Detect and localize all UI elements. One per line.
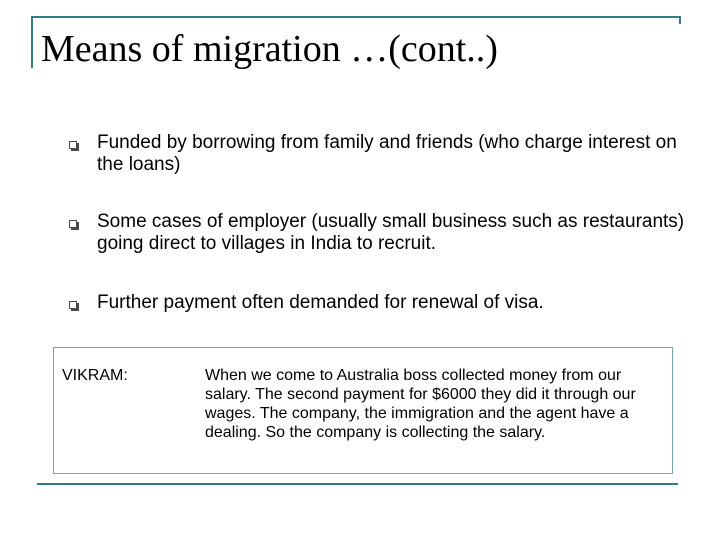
title-frame-tick [679, 16, 681, 24]
slide-title: Means of migration …(cont..) [41, 28, 498, 70]
bullet-text: Funded by borrowing from family and friends (who charge interest on the loans) [97, 132, 677, 175]
quote-text: When we come to Australia boss collected money from our salary. The second payment for $6000 they did it through our wages. The company, the immigration and the agent have a dealing. So the company is collecting the salary. [205, 367, 636, 441]
bullet-text: Some cases of employer (usually small business such as restaurants) going direct to villages in India to recruit. [97, 211, 685, 254]
bullet-text: Further payment often demanded for renewal of visa. [97, 292, 544, 313]
quote-box [53, 347, 673, 474]
square-bullet-icon [69, 301, 77, 309]
quote-speaker: VIKRAM: [62, 367, 128, 384]
square-bullet-icon [69, 141, 77, 149]
square-bullet-icon [69, 220, 77, 228]
bottom-rule [37, 483, 678, 485]
